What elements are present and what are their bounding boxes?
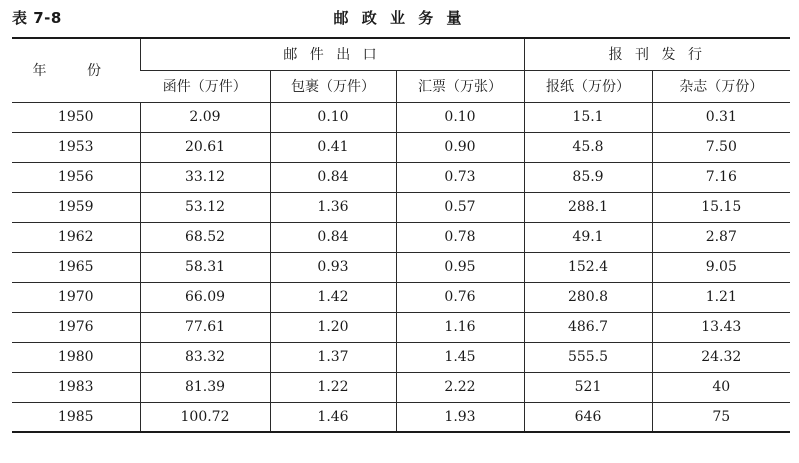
table-row — [12, 102, 790, 132]
letters-cell: 58.31 — [140, 252, 270, 282]
money-orders-cell: 0.78 — [396, 222, 524, 252]
header-row-groups — [12, 38, 790, 70]
year-cell: 1950 — [12, 102, 140, 132]
letters-cell: 33.12 — [140, 162, 270, 192]
year-cell: 1970 — [12, 282, 140, 312]
letters-cell: 77.61 — [140, 312, 270, 342]
year-cell: 1953 — [12, 132, 140, 162]
magazines-cell: 75 — [652, 402, 790, 432]
column-header-magazines: 杂志（万份） — [652, 70, 790, 102]
table-row — [12, 402, 790, 432]
magazines-cell: 13.43 — [652, 312, 790, 342]
newspapers-cell: 85.9 — [524, 162, 652, 192]
money-orders-cell: 1.16 — [396, 312, 524, 342]
money-orders-cell: 0.10 — [396, 102, 524, 132]
parcels-cell: 1.42 — [270, 282, 396, 312]
table-row — [12, 222, 790, 252]
money-orders-cell: 0.90 — [396, 132, 524, 162]
letters-cell: 20.61 — [140, 132, 270, 162]
money-orders-cell: 0.57 — [396, 192, 524, 222]
magazines-cell: 40 — [652, 372, 790, 402]
year-cell: 1983 — [12, 372, 140, 402]
newspapers-cell: 152.4 — [524, 252, 652, 282]
year-cell: 1976 — [12, 312, 140, 342]
parcels-cell: 1.22 — [270, 372, 396, 402]
letters-cell: 66.09 — [140, 282, 270, 312]
parcels-cell: 0.93 — [270, 252, 396, 282]
magazines-cell: 1.21 — [652, 282, 790, 312]
letters-cell: 81.39 — [140, 372, 270, 402]
table-row — [12, 372, 790, 402]
table-row — [12, 312, 790, 342]
newspapers-cell: 45.8 — [524, 132, 652, 162]
year-cell: 1965 — [12, 252, 140, 282]
magazines-cell: 15.15 — [652, 192, 790, 222]
column-header-newspapers: 报纸（万份） — [524, 70, 652, 102]
newspapers-cell: 555.5 — [524, 342, 652, 372]
year-cell: 1962 — [12, 222, 140, 252]
newspapers-cell: 521 — [524, 372, 652, 402]
magazines-cell: 9.05 — [652, 252, 790, 282]
magazines-cell: 0.31 — [652, 102, 790, 132]
newspapers-cell: 486.7 — [524, 312, 652, 342]
money-orders-cell: 2.22 — [396, 372, 524, 402]
money-orders-cell: 0.95 — [396, 252, 524, 282]
table-row — [12, 192, 790, 222]
letters-cell: 53.12 — [140, 192, 270, 222]
parcels-cell: 1.20 — [270, 312, 396, 342]
table-label: 表 7-8 — [12, 9, 62, 27]
magazines-cell: 7.16 — [652, 162, 790, 192]
magazines-cell: 7.50 — [652, 132, 790, 162]
year-cell: 1959 — [12, 192, 140, 222]
parcels-cell: 0.41 — [270, 132, 396, 162]
money-orders-cell: 0.73 — [396, 162, 524, 192]
money-orders-cell: 0.76 — [396, 282, 524, 312]
table-row — [12, 132, 790, 162]
letters-cell: 100.72 — [140, 402, 270, 432]
parcels-cell: 0.84 — [270, 222, 396, 252]
newspapers-cell: 288.1 — [524, 192, 652, 222]
newspapers-cell: 49.1 — [524, 222, 652, 252]
letters-cell: 2.09 — [140, 102, 270, 132]
table-header-bar — [0, 0, 799, 36]
postal-business-table — [12, 37, 790, 433]
group-header-mail: 邮 件 出 口 — [140, 38, 524, 70]
column-header-parcels: 包裹（万件） — [270, 70, 396, 102]
parcels-cell: 0.10 — [270, 102, 396, 132]
parcels-cell: 1.37 — [270, 342, 396, 372]
year-cell: 1956 — [12, 162, 140, 192]
table-row — [12, 252, 790, 282]
newspapers-cell: 15.1 — [524, 102, 652, 132]
year-column-header: 年 份 — [12, 38, 140, 102]
year-cell: 1985 — [12, 402, 140, 432]
magazines-cell: 2.87 — [652, 222, 790, 252]
table-row — [12, 342, 790, 372]
money-orders-cell: 1.45 — [396, 342, 524, 372]
newspapers-cell: 280.8 — [524, 282, 652, 312]
parcels-cell: 1.36 — [270, 192, 396, 222]
table-row — [12, 162, 790, 192]
group-header-publications: 报 刊 发 行 — [524, 38, 790, 70]
magazines-cell: 24.32 — [652, 342, 790, 372]
page-title: 邮 政 业 务 量 — [333, 9, 466, 27]
column-header-letters: 函件（万件） — [140, 70, 270, 102]
parcels-cell: 1.46 — [270, 402, 396, 432]
column-header-money-orders: 汇票（万张） — [396, 70, 524, 102]
table-row — [12, 282, 790, 312]
newspapers-cell: 646 — [524, 402, 652, 432]
year-cell: 1980 — [12, 342, 140, 372]
letters-cell: 83.32 — [140, 342, 270, 372]
parcels-cell: 0.84 — [270, 162, 396, 192]
letters-cell: 68.52 — [140, 222, 270, 252]
table-body — [12, 102, 790, 432]
money-orders-cell: 1.93 — [396, 402, 524, 432]
